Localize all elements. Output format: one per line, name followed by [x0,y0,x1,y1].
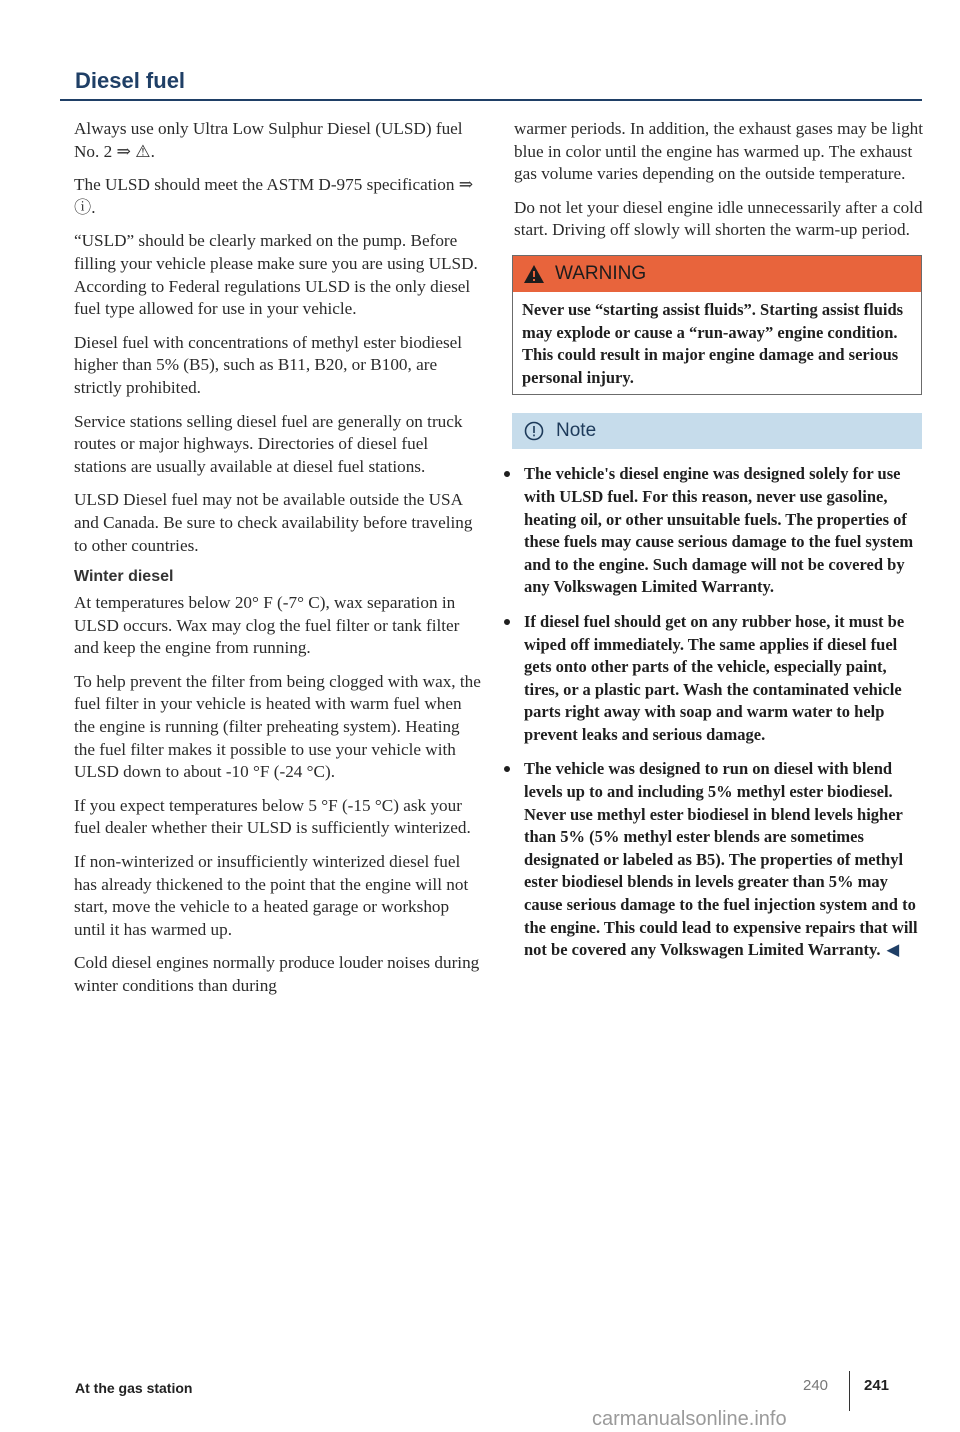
bullet-icon [504,471,510,477]
page-title: Diesel fuel [75,68,186,93]
paragraph: If non-winterized or insufficiently winterized diesel fuel has already thickened to the point that the engine will not start, move the vehicle to a heated garage or workshop until it has warmed up. [74,852,469,939]
footer-section-name: At the gas station [75,1380,193,1396]
paragraph: warmer periods. In addition, the exhaust gases may be light blue in color until the engine has warmed up. The exhaust gas volume varies depending on the outside temperature. [514,119,924,184]
paragraph: Cold diesel engines normally produce louder noises during winter conditions than during [74,953,480,995]
warning-box [512,255,922,395]
warning-label: WARNING [555,262,647,284]
paragraph: Diesel fuel with concentrations of methyl ester biodiesel higher than 5% (B5), such as B11, B20, or B100, are strictly prohibited. [74,332,463,397]
header-rule [60,99,922,101]
paragraph: The ULSD should meet the ASTM D-975 specification ⇒ ⓘ. [74,175,474,217]
right-column [514,118,924,974]
warning-header [513,256,921,292]
paragraph: At temperatures below 20° F (-7° C), wax separation in ULSD occurs. Wax may clog the fuel filter or tank filter and keep the engine from running. [74,593,460,658]
paragraph: To help prevent the filter from being clogged with wax, the fuel filter in your vehicle is heated with warm fuel when the engine is running (filter preheating system). Heating the fuel filter makes it possible to use your vehicle with ULSD down to about -10 °F (-24 °C). [74,671,481,782]
warning-text: Never use “starting assist fluids”. Starting assist fluids may explode or cause a “run-away” engine condition. This could result in major engine damage and serious personal injury. [522,299,904,387]
watermark: carmanualsonline.info [592,1408,787,1430]
info-circle-icon [524,421,544,441]
paragraph: ULSD Diesel fuel may not be available outside the USA and Canada. Be sure to check availability before traveling to other countries. [74,490,473,555]
page-separator [849,1371,850,1411]
note-list [514,463,924,961]
bullet-icon [504,619,510,625]
paragraph: Service stations selling diesel fuel are generally on truck routes or major highways. Directories of diesel fuel stations are usually available at diesel fuel stations. [74,411,463,476]
paragraph: Do not let your diesel engine idle unnecessarily after a cold start. Driving off slowly will shorten the warm-up period. [514,197,923,240]
list-item: The vehicle was designed to run on diesel with blend levels up to and including 5% methyl ester biodiesel. Never use methyl ester biodiesel in blend levels higher than 5% (5% methyl ester blends are sometimes designated or labeled as B5). The properties of methyl ester biodiesel blends in levels greater than 5% may cause serious damage to the fuel injection system and to the engine. This could lead to expensive repairs that will not be covered any Volkswagen Limited Warranty. ◀ [514,758,924,961]
paragraph: Always use only Ultra Low Sulphur Diesel (ULSD) fuel No. 2 ⇒ ⚠. [74,119,463,161]
note-header [512,413,922,449]
list-item: The vehicle's diesel engine was designed solely for use with ULSD fuel. For this reason, never use gasoline, heating oil, or other unsuitable fuels. The properties of these fuels may cause serious damage to the fuel system and to the engine. Such damage will not be covered by any Volkswagen Limited Warranty. [514,463,924,599]
paragraph: If you expect temperatures below 5 °F (-15 °C) ask your fuel dealer whether their ULSD is sufficiently winterized. [74,795,471,838]
page-number-right: 241 [864,1377,890,1394]
note-label: Note [556,420,597,442]
end-arrow-icon: ◀ [886,940,900,960]
page-number-left: 240 [803,1377,829,1394]
warning-triangle-icon [523,264,545,284]
winter-diesel-heading: Winter diesel [74,568,174,586]
list-item: If diesel fuel should get on any rubber hose, it must be wiped off immediately. The same applies if diesel fuel gets onto other parts of the vehicle, especially paint, tires, or a plastic part. Wash the contaminated vehicle parts right away with soap and warm water to help prevent leaks and serious damage. [514,611,924,747]
paragraph: “USLD” should be clearly marked on the pump. Before filling your vehicle please make sure you are using ULSD. According to Federal regulations ULSD is the only diesel fuel type allowed for use in your vehicle. [74,231,478,319]
bullet-icon [504,766,510,772]
left-column [74,118,484,1009]
